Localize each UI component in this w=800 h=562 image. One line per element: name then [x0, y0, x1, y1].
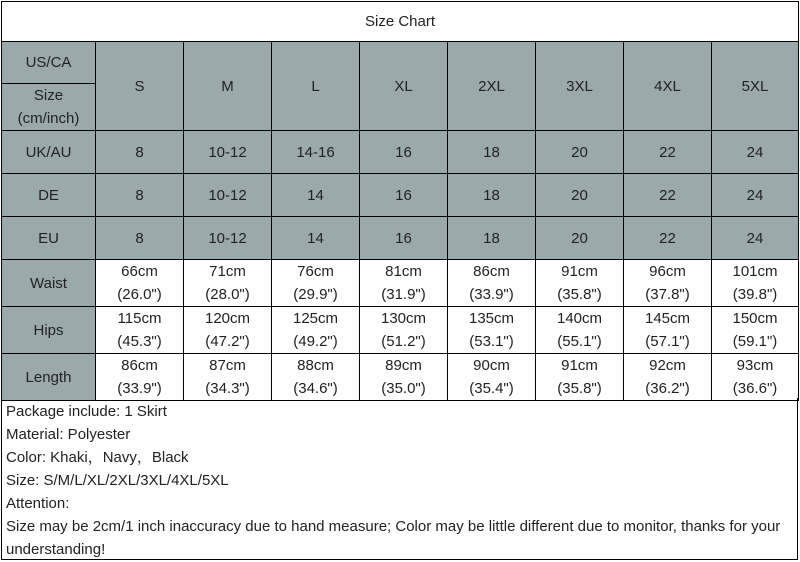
size-value: 22 [624, 217, 712, 260]
cm-value: 93cm [736, 357, 774, 374]
cm-value: 86cm [121, 357, 158, 374]
measurement-row [2, 260, 799, 307]
inch-value: (39.8") [732, 286, 778, 303]
size-value: 16 [360, 131, 448, 174]
cm-value: 71cm [209, 263, 246, 280]
size-value: 8 [96, 131, 184, 174]
chart-title: Size Chart [2, 2, 799, 42]
inch-value: (57.1") [645, 333, 690, 350]
size-value: 10-12 [184, 174, 272, 217]
measurement-cell [272, 260, 360, 307]
measurement-cell [184, 260, 272, 307]
measurement-cell [712, 354, 799, 401]
size-header: M [184, 42, 272, 131]
inch-value: (36.6") [732, 380, 778, 397]
notes-panel [1, 398, 798, 560]
size-value: 22 [624, 131, 712, 174]
size-value: 14 [272, 217, 360, 260]
package-note: Package include: 1 Skirt [6, 403, 167, 420]
inch-value: (34.6") [293, 380, 338, 397]
cm-value: 145cm [644, 310, 691, 327]
measurement-cell [624, 260, 712, 307]
color-note: Color: Khaki，Navy，Black [6, 449, 189, 466]
measurement-cell [272, 307, 360, 354]
inch-value: (47.2") [205, 333, 250, 350]
inch-value: (33.9") [117, 380, 162, 397]
measurement-cell [712, 307, 799, 354]
row-label: EU [2, 217, 96, 260]
inch-value: (35.8") [557, 286, 602, 303]
measurement-cell [448, 260, 536, 307]
measurement-row [2, 354, 799, 401]
measurement-cell [712, 260, 799, 307]
inch-value: (35.0") [381, 380, 426, 397]
size-value: 22 [624, 174, 712, 217]
size-value: 24 [712, 217, 799, 260]
measurement-cell [536, 260, 624, 307]
inch-value: (36.2") [645, 380, 690, 397]
inch-value: (35.8") [557, 380, 602, 397]
size-value: 16 [360, 174, 448, 217]
size-header: 5XL [712, 42, 799, 131]
measurement-cell [448, 354, 536, 401]
cm-value: 91cm [561, 357, 598, 374]
inch-value: (49.2") [293, 333, 338, 350]
row-label: Length [2, 354, 96, 401]
material-note: Material: Polyester [6, 426, 131, 443]
cm-value: 89cm [385, 357, 422, 374]
size-value: 20 [536, 217, 624, 260]
size-value: 24 [712, 131, 799, 174]
measurement-cell [624, 307, 712, 354]
cm-value: 135cm [468, 310, 515, 327]
cm-value: 120cm [204, 310, 251, 327]
attention-note: Attention: [6, 495, 70, 512]
measurement-cell [448, 307, 536, 354]
measurement-cell [184, 307, 272, 354]
measurement-cell [536, 354, 624, 401]
inch-value: (28.0") [205, 286, 250, 303]
size-header: 4XL [624, 42, 712, 131]
inch-value: (59.1") [732, 333, 778, 350]
inch-value: (29.9") [293, 286, 338, 303]
size-header: 3XL [536, 42, 624, 131]
us-ca-label: US/CA [2, 42, 96, 84]
size-note: Size: S/M/L/XL/2XL/3XL/4XL/5XL [6, 472, 229, 489]
size-value: 18 [448, 131, 536, 174]
size-chart-table [1, 1, 799, 401]
size-value: 24 [712, 174, 799, 217]
row-label: Hips [2, 307, 96, 354]
size-value: 20 [536, 131, 624, 174]
size-value: 16 [360, 217, 448, 260]
measurement-cell [360, 260, 448, 307]
row-label: DE [2, 174, 96, 217]
cm-value: 86cm [473, 263, 510, 280]
cm-value: 130cm [380, 310, 427, 327]
cm-value: 66cm [121, 263, 158, 280]
cm-value: 140cm [556, 310, 603, 327]
cm-value: 90cm [473, 357, 510, 374]
size-header: S [96, 42, 184, 131]
inch-value: (55.1") [557, 333, 602, 350]
row-label: Waist [2, 260, 96, 307]
cm-value: 91cm [561, 263, 598, 280]
cm-value: 92cm [649, 357, 686, 374]
inch-value: (51.2") [381, 333, 426, 350]
size-value: 8 [96, 217, 184, 260]
measurement-cell [624, 354, 712, 401]
size-value: 14 [272, 174, 360, 217]
conversion-row [2, 217, 799, 260]
inch-value: (34.3") [205, 380, 250, 397]
size-header: XL [360, 42, 448, 131]
size-value: 14-16 [272, 131, 360, 174]
measurement-cell [96, 354, 184, 401]
cm-value: 81cm [385, 263, 422, 280]
measurement-cell [272, 354, 360, 401]
measurement-cell [536, 307, 624, 354]
size-value: 10-12 [184, 217, 272, 260]
size-value: 18 [448, 174, 536, 217]
cm-value: 101cm [732, 263, 778, 280]
conversion-row [2, 131, 799, 174]
measurement-cell [360, 354, 448, 401]
inch-value: (31.9") [381, 286, 426, 303]
cm-value: 115cm [117, 310, 162, 327]
cm-value: 125cm [292, 310, 339, 327]
row-label: UK/AU [2, 131, 96, 174]
inch-value: (26.0") [117, 286, 162, 303]
inch-value: (45.3") [117, 333, 162, 350]
size-header: 2XL [448, 42, 536, 131]
cm-value: 88cm [297, 357, 334, 374]
measurement-row [2, 307, 799, 354]
size-value: 20 [536, 174, 624, 217]
inch-value: (53.1") [469, 333, 514, 350]
size-value: 18 [448, 217, 536, 260]
measurement-cell [184, 354, 272, 401]
inch-value: (35.4") [469, 380, 514, 397]
size-value: 10-12 [184, 131, 272, 174]
inch-value: (33.9") [469, 286, 514, 303]
cm-value: 150cm [732, 310, 778, 327]
size-unit-label [2, 84, 96, 131]
disclaimer-note: Size may be 2cm/1 inch inaccuracy due to hand measure; Color may be little different due to monitor, thanks for your understanding! [6, 518, 781, 558]
size-unit-text: Size (cm/inch) [17, 87, 80, 127]
size-header: L [272, 42, 360, 131]
inch-value: (37.8") [645, 286, 690, 303]
conversion-row [2, 174, 799, 217]
cm-value: 76cm [297, 263, 334, 280]
measurement-cell [96, 260, 184, 307]
cm-value: 87cm [209, 357, 246, 374]
measurement-cell [360, 307, 448, 354]
measurement-cell [96, 307, 184, 354]
cm-value: 96cm [649, 263, 686, 280]
size-value: 8 [96, 174, 184, 217]
